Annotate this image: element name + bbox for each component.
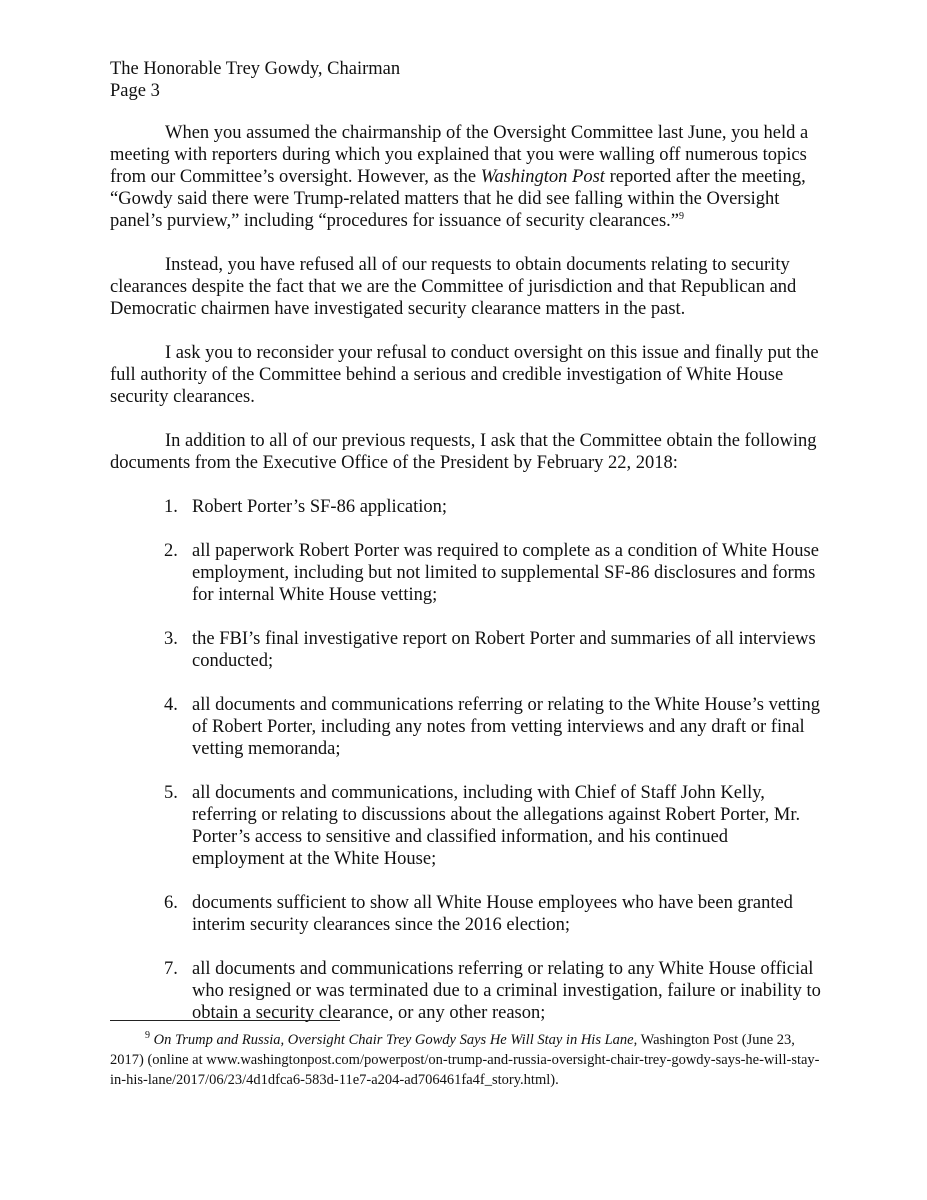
list-item-text: the FBI’s final investigative report on Robert Porter and summaries of all interviews conducted; xyxy=(192,629,816,671)
footnote-9 xyxy=(110,1030,826,1090)
page-number: Page 3 xyxy=(110,81,160,101)
list-item-number: 5. xyxy=(164,783,178,803)
list-item-number: 1. xyxy=(164,497,178,517)
list-item xyxy=(110,958,825,1024)
addressee-line: The Honorable Trey Gowdy, Chairman xyxy=(110,59,401,79)
list-item xyxy=(110,496,825,518)
paragraph-1-text-b: reported after the meeting, “Gowdy said there were Trump-related matters that he did see falling within the Oversight panel’s purview,” including “procedures for issuance of security clearances.” xyxy=(110,167,806,231)
paragraph-1-text-a: When you assumed the chairmanship of the Oversight Committee last June, you held a meeting with reporters during which you explained that you were walling off numerous topics from our Committee’s oversight. However, as the xyxy=(110,123,809,187)
list-item xyxy=(110,782,825,870)
paragraph-4: In addition to all of our previous requests, I ask that the Committee obtain the following documents from the Executive Office of the President by February 22, 2018: xyxy=(110,431,817,473)
list-item-number: 6. xyxy=(164,893,178,913)
document-request-list xyxy=(110,496,825,1024)
list-item-text: documents sufficient to show all White House employees who have been granted interim security clearances since the 2016 election; xyxy=(192,893,793,935)
list-item-number: 4. xyxy=(164,695,178,715)
list-item-number: 2. xyxy=(164,541,178,561)
list-item-text: all documents and communications, including with Chief of Staff John Kelly, referring or relating to discussions about the allegations against Robert Porter, Mr. Porter’s access to sensitive and classified information, and his continued employment at the White House; xyxy=(192,783,801,869)
list-item xyxy=(110,540,825,606)
list-item-text: all documents and communications referring or relating to the White House’s vetting of Robert Porter, including any notes from vetting interviews and any draft or final vetting memoranda; xyxy=(192,695,820,759)
washington-post-italic: Washington Post xyxy=(480,167,605,187)
footnote-number: 9 xyxy=(145,1030,150,1042)
paragraph-3: I ask you to reconsider your refusal to conduct oversight on this issue and finally put the full authority of the Committee behind a serious and credible investigation of White House security clearances. xyxy=(110,343,819,407)
list-item-number: 7. xyxy=(164,959,178,979)
letter-body xyxy=(110,122,825,1046)
footnote-citation: , Washington Post (June 23, 2017) (online at www.washingtonpost.com/powerpost/on-trump-and-russia-oversight-chair-trey-gowdy-says-he-will-stay-in-his-lane/2017/06/23/4d1dfca6-583d-11e7-a204-ad706461fa4f_story.html). xyxy=(110,1032,820,1088)
list-item xyxy=(110,892,825,936)
footnote-article-title: On Trump and Russia, Oversight Chair Trey Gowdy Says He Will Stay in His Lane xyxy=(153,1032,634,1048)
list-item-text: all paperwork Robert Porter was required to complete as a condition of White House employment, including but not limited to supplemental SF-86 disclosures and forms for internal White House vetting; xyxy=(192,541,819,605)
footnote-divider xyxy=(110,1020,340,1021)
paragraph-2: Instead, you have refused all of our requests to obtain documents relating to security clearances despite the fact that we are the Committee of jurisdiction and that Republican and Democratic chairmen have investigated security clearance matters in the past. xyxy=(110,255,797,319)
list-item xyxy=(110,694,825,760)
footnote-ref-9: 9 xyxy=(678,210,684,222)
paragraph-1 xyxy=(110,122,825,232)
list-item-number: 3. xyxy=(164,629,178,649)
page-header xyxy=(110,58,400,102)
list-item xyxy=(110,628,825,672)
list-item-text: all documents and communications referring or relating to any White House official who resigned or was terminated due to a criminal investigation, failure or inability to obtain a security clearance, or any other reason; xyxy=(192,959,821,1023)
list-item-text: Robert Porter’s SF-86 application; xyxy=(192,497,448,517)
